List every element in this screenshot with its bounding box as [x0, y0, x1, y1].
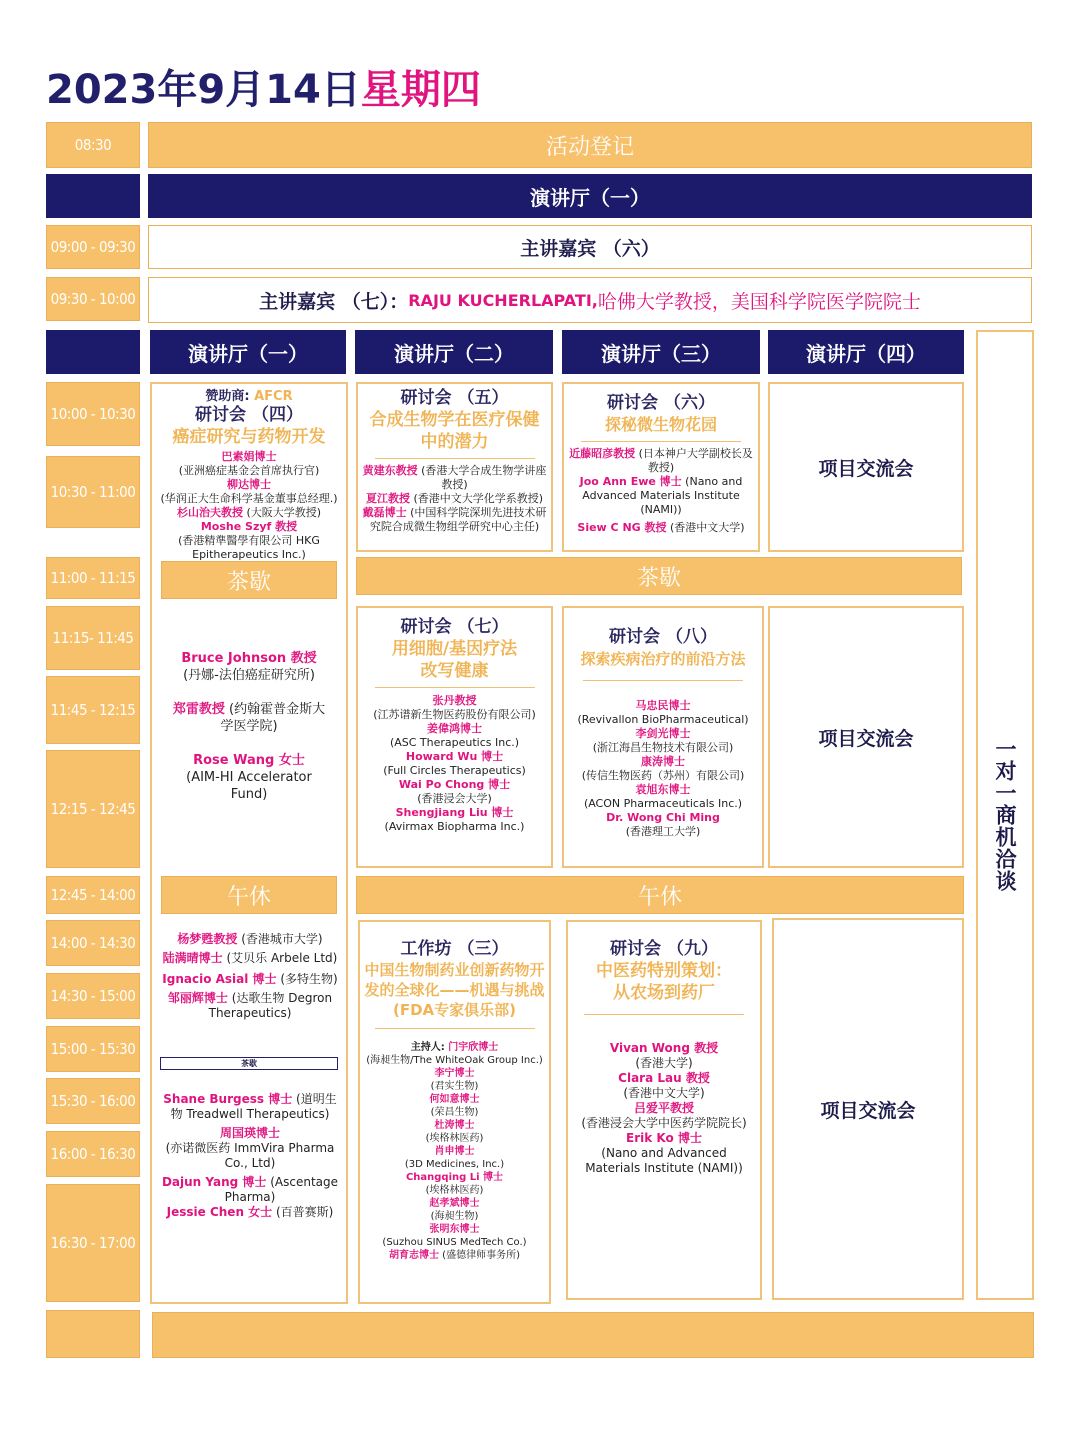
s4-line-3: (华润正大生命科学基金董事总经理.)	[160, 492, 338, 505]
s8-head: 研讨会 （八）	[609, 627, 717, 647]
keynote-7	[148, 277, 1032, 323]
s7-4-org: (Avirmax Biopharma Inc.)	[384, 820, 525, 833]
title-weekday: 星期四	[360, 67, 481, 113]
h1b-0-org: (道明生物 Treadwell Therapeutics)	[170, 1092, 337, 1121]
s4-sponsor-label: 赞助商:	[205, 389, 255, 404]
s6-head: 研讨会 （六）	[607, 393, 715, 413]
h1m-2-name: Rose Wang 女士	[193, 753, 305, 768]
s7-1-name: 姜偉鸿博士	[427, 722, 482, 735]
s5-separator	[375, 458, 535, 459]
time-1000: 10:00 - 10:30	[46, 382, 140, 446]
s9-title: 中医药特别策划：从农场到药厂	[596, 961, 732, 1003]
s4-line-6: (香港精準醫學有限公司 HKG Epitherapeutics Inc.)	[178, 534, 320, 561]
w3-0-name: 李宁博士	[434, 1068, 475, 1079]
time-1215: 12:15 - 12:45	[46, 750, 140, 868]
keynote-7-label: 主讲嘉宾 （七）：	[259, 290, 409, 313]
s7-head: 研讨会 （七）	[400, 617, 509, 637]
w3-7-name: 胡育志博士	[389, 1250, 439, 1261]
seminar-6	[562, 382, 760, 552]
s8-4-org: (香港理工大学)	[625, 825, 701, 838]
s7-3-name: Wai Po Chong 博士	[398, 778, 511, 791]
s9-separator	[584, 1014, 744, 1015]
time-1600: 16:00 - 16:30	[46, 1131, 140, 1177]
hall-header-4: 演讲厅（四）	[768, 330, 964, 374]
s7-4-name: Shengjiang Liu 博士	[395, 806, 514, 819]
h1a-3-org: (达歌生物 Degron Therapeutics)	[208, 991, 333, 1020]
w3-host-org: (海昶生物/The WhiteOak Group Inc.)	[366, 1055, 543, 1066]
w3-separator	[375, 1028, 535, 1029]
s8-title: 探索疾病治疗的前沿方法	[580, 650, 746, 668]
h1m-1-name: 郑雷教授	[172, 702, 225, 717]
s5-0-name: 黄建东教授	[362, 464, 418, 477]
hall1-afternoon-2	[156, 1090, 344, 1230]
s6-title: 探秘微生物花园	[604, 415, 717, 434]
time-1430: 14:30 - 15:00	[46, 973, 140, 1019]
tea-break-hall1: 茶歇	[161, 561, 337, 599]
time-blank-end	[46, 1310, 140, 1358]
h1m-2-org: (AIM-HI Accelerator Fund)	[186, 770, 312, 802]
s9-3-name: Erik Ko 博士	[626, 1131, 702, 1145]
w3-7-org: (盛德律师事务所)	[439, 1250, 520, 1261]
s8-1-org: (浙江海昌生物技术有限公司)	[592, 741, 734, 754]
seminar-4	[152, 388, 346, 561]
seminar-8	[562, 606, 764, 868]
time-1030: 10:30 - 11:00	[46, 456, 140, 528]
tea-break-small: 茶歇	[160, 1057, 338, 1070]
time-1245: 12:45 - 14:00	[46, 876, 140, 914]
s5-title: 合成生物学在医疗保健中的潜力	[369, 410, 540, 452]
time-blank-navy-2	[46, 330, 140, 374]
h1b-2-name: Dajun Yang 博士	[161, 1175, 267, 1189]
s5-1-org: (香港中文大学化学系教授)	[409, 492, 544, 505]
keynote-7-name: RAJU KUCHERLAPATI,	[408, 290, 598, 310]
s5-2-org: (中国科学院深圳先进技术研究院合成微生物组学研究中心主任)	[369, 506, 547, 533]
h1b-0-name: Shane Burgess 博士	[163, 1092, 293, 1106]
h1a-2-org: (多特生物)	[276, 972, 338, 986]
w3-title: 中国生物制药业创新药物开发的全球化——机遇与挑战(FDA专家俱乐部)	[364, 961, 545, 1019]
s8-4-name: Dr. Wong Chi Ming	[606, 811, 720, 824]
lunch-hall1: 午休	[161, 876, 337, 914]
time-0930: 09:30 - 10:00	[46, 277, 140, 321]
h1a-0-name: 杨梦甦教授	[177, 932, 238, 946]
s6-1-org: (Nano and Advanced Materials Institute (NAMI))	[582, 475, 743, 516]
w3-4-name: Changqing Li 博士	[405, 1172, 504, 1183]
s7-separator	[375, 687, 535, 688]
s9-head: 研讨会 （九）	[610, 939, 718, 959]
h1m-0-org: (丹娜-法伯癌症研究所)	[183, 668, 315, 683]
time-1500: 15:00 - 15:30	[46, 1026, 140, 1072]
one-on-one-column	[976, 330, 1034, 1300]
registration-bar: 活动登记	[148, 122, 1032, 168]
hall1-mid-speakers	[152, 648, 346, 808]
time-0830: 08:30	[46, 122, 140, 168]
hall1-main-header: 演讲厅（一）	[148, 174, 1032, 218]
time-1115: 11:15- 11:45	[46, 606, 140, 670]
w3-3-name: 肖申博士	[434, 1146, 475, 1157]
w3-1-name: 何如意博士	[429, 1094, 480, 1105]
h1a-1-org: (艾贝乐 Arbele Ltd)	[222, 951, 338, 965]
s7-3-org: (香港浸会大学)	[417, 792, 492, 805]
h1m-1-org: (约翰霍普金斯大学医学院)	[220, 702, 326, 734]
h1b-3-name: Jessie Chen 女士	[166, 1205, 273, 1219]
s6-2-org: (香港中文大学)	[666, 521, 745, 534]
w3-host: 门宇欣博士	[448, 1042, 499, 1053]
tea-break-halls-2-4: 茶歇	[356, 557, 962, 595]
w3-2-name: 杜涛博士	[434, 1120, 475, 1131]
s6-0-name: 近藤昭彦教授	[569, 447, 636, 460]
one-on-one-label: 一对一商机洽谈	[993, 738, 1017, 892]
s8-3-org: (ACON Pharmaceuticals Inc.)	[583, 797, 743, 810]
page-title	[46, 58, 481, 115]
s7-0-name: 张丹教授	[432, 694, 477, 707]
seminar-7	[356, 606, 553, 868]
w3-6-name: 张明东博士	[429, 1224, 480, 1235]
s4-line-4-name: 杉山治夫教授	[176, 506, 243, 519]
w3-6-org: (Suzhou SINUS MedTech Co.)	[382, 1237, 527, 1248]
s4-title: 癌症研究与药物开发	[172, 427, 326, 447]
s9-0-org: (香港大学)	[635, 1056, 693, 1070]
s4-line-2: 柳达博士	[227, 478, 271, 491]
s9-1-name: Clara Lau 教授	[618, 1071, 710, 1085]
w3-5-name: 赵孝斌博士	[429, 1198, 480, 1209]
s4-line-1: (亚洲癌症基金会首席执行官)	[178, 464, 320, 477]
exchange-2: 项目交流会	[768, 606, 964, 868]
s5-2-name: 戴磊博士	[362, 506, 407, 519]
hall1-afternoon-1	[156, 930, 344, 1042]
s9-3-org: (Nano and Advanced Materials Institute (NAMI))	[585, 1146, 743, 1175]
bottom-bar	[152, 1312, 1034, 1358]
time-1630: 16:30 - 17:00	[46, 1184, 140, 1302]
workshop-3	[358, 920, 551, 1304]
s7-2-org: (Full Circles Therapeutics)	[383, 764, 526, 777]
s4-line-4-org: (大阪大学教授)	[242, 506, 322, 519]
h1a-3-name: 邹丽辉博士	[167, 991, 228, 1005]
s5-head: 研讨会 （五）	[400, 388, 509, 408]
s8-separator	[583, 680, 743, 681]
h1a-2-name: Ignacio Asial 博士	[162, 972, 277, 986]
lunch-halls-2-4: 午休	[356, 876, 964, 914]
hall-header-1: 演讲厅（一）	[150, 330, 346, 374]
title-date: 2023年9月14日	[46, 67, 361, 113]
w3-host-label: 主持人:	[410, 1042, 449, 1053]
h1a-1-name: 陆满晴博士	[162, 951, 223, 965]
s7-0-org: (江苏谱新生物医药股份有限公司)	[373, 708, 536, 721]
s4-line-0: 巴素娟博士	[221, 450, 277, 463]
time-1100: 11:00 - 11:15	[46, 557, 140, 599]
w3-0-org: (君实生物)	[430, 1081, 479, 1092]
s7-title: 用细胞/基因疗法改写健康	[391, 639, 518, 681]
s8-0-name: 马忠民博士	[635, 699, 691, 712]
w3-head: 工作坊 （三）	[400, 939, 509, 959]
s7-1-org: (ASC Therapeutics Inc.)	[389, 736, 520, 749]
h1m-0-name: Bruce Johnson 教授	[181, 651, 317, 666]
h1b-1-org: (亦诺微医药 ImmVira Pharma Co., Ltd)	[165, 1141, 335, 1170]
w3-1-org: (荣昌生物)	[430, 1107, 479, 1118]
s4-line-5: Moshe Szyf 教授	[200, 520, 298, 533]
s9-2-org: (香港浸会大学中医药学院院长)	[581, 1116, 747, 1130]
h1a-0-org: (香港城市大学)	[237, 932, 323, 946]
time-1400: 14:00 - 14:30	[46, 920, 140, 966]
s8-2-org: (传信生物医药（苏州）有限公司)	[581, 769, 745, 782]
s8-1-name: 李剑光博士	[635, 727, 691, 740]
s6-separator	[581, 441, 741, 442]
time-1145: 11:45 - 12:15	[46, 676, 140, 744]
exchange-1: 项目交流会	[768, 382, 964, 552]
s8-3-name: 袁旭东博士	[635, 783, 691, 796]
hall-header-3: 演讲厅（三）	[562, 330, 760, 374]
s9-2-name: 吕爱平教授	[633, 1101, 694, 1115]
s4-sponsor: AFCR	[254, 389, 293, 404]
w3-5-org: (海昶生物)	[430, 1211, 479, 1222]
s8-0-org: (Revivallon BioPharmaceutical)	[577, 713, 749, 726]
s8-2-name: 康涛博士	[641, 755, 685, 768]
w3-4-org: (埃格林医药)	[425, 1185, 484, 1196]
keynote-7-title: 哈佛大学教授，美国科学院医学院院士	[597, 290, 921, 313]
s6-2-name: Siew C NG 教授	[577, 521, 667, 534]
w3-2-org: (埃格林医药)	[425, 1133, 484, 1144]
seminar-9	[566, 920, 762, 1300]
hall-header-2: 演讲厅（二）	[355, 330, 553, 374]
s9-1-org: (香港中文大学)	[623, 1086, 705, 1100]
keynote-6: 主讲嘉宾 （六）	[148, 225, 1032, 269]
h1b-3-org: (百普赛斯)	[272, 1205, 334, 1219]
w3-3-org: (3D Medicines, Inc.)	[404, 1159, 505, 1170]
s6-0-org: (日本神户大学副校长及教授)	[635, 447, 753, 474]
s5-0-org: (香港大学合成生物学讲座教授)	[417, 464, 547, 491]
h1b-2-org: (Ascentage Pharma)	[224, 1175, 339, 1204]
time-blank-navy	[46, 174, 140, 218]
s6-1-name: Joo Ann Ewe 博士	[579, 475, 682, 488]
exchange-3: 项目交流会	[772, 918, 964, 1300]
s4-head: 研讨会 （四）	[195, 405, 303, 425]
s7-2-name: Howard Wu 博士	[405, 750, 504, 763]
s9-0-name: Vivan Wong 教授	[609, 1041, 719, 1055]
time-1530: 15:30 - 16:00	[46, 1078, 140, 1124]
h1b-1-name: 周国瑛博士	[219, 1126, 280, 1140]
s5-1-name: 夏江教授	[365, 492, 410, 505]
seminar-5	[356, 382, 553, 552]
time-0900: 09:00 - 09:30	[46, 225, 140, 269]
